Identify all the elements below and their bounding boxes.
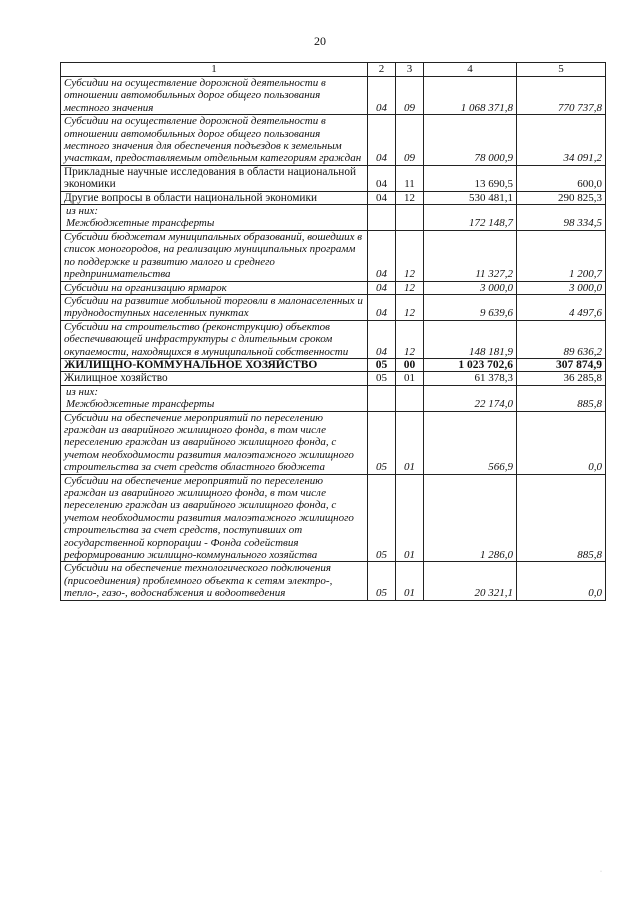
row-section-code <box>368 385 396 411</box>
row-value-col5: 290 825,3 <box>517 191 606 204</box>
row-name: Субсидии на обеспечение мероприятий по переселению граждан из аварийного жилищного фонда, в том числе переселению граждан из аварийного жилищного фонда, с учетом необходимости развития малоэтажного жилищного строительства за счет средств, поступивших от государственной корпорации - Фонда содействия реформированию жилищно-коммунального хозяйства <box>61 474 368 562</box>
header-col-5: 5 <box>517 63 606 77</box>
row-value-col5: 885,8 <box>517 474 606 562</box>
row-name: Другие вопросы в области национальной экономики <box>61 191 368 204</box>
row-subsection-code: 01 <box>396 411 424 474</box>
table-row <box>61 115 606 166</box>
row-subsection-code <box>396 385 424 411</box>
table-row <box>61 230 606 281</box>
row-value-col4: 78 000,9 <box>424 115 517 166</box>
row-value-col4: 148 181,9 <box>424 320 517 358</box>
header-col-1: 1 <box>61 63 368 77</box>
table-row <box>61 294 606 320</box>
row-value-col5: 885,8 <box>517 385 606 411</box>
row-name: Субсидии на осуществление дорожной деятельности в отношении автомобильных дорог общего пользования местного значения для обеспечения подъездов к земельным участкам, предоставляемым отдельным категориям граждан <box>61 115 368 166</box>
row-value-col4: 530 481,1 <box>424 191 517 204</box>
row-name: Субсидии бюджетам муниципальных образований, вошедших в список моногородов, на реализацию муниципальных программ по поддержке и развитию малого и среднего предпринимательства <box>61 230 368 281</box>
table-row <box>61 281 606 294</box>
row-subsection-code: 00 <box>396 358 424 371</box>
row-section-code: 05 <box>368 411 396 474</box>
table-row <box>61 358 606 371</box>
row-value-col4: 9 639,6 <box>424 294 517 320</box>
row-subsection-code: 01 <box>396 474 424 562</box>
row-name-prefix: из них: <box>66 385 99 398</box>
row-name: Жилищное хозяйство <box>61 372 368 385</box>
row-value-col5: 34 091,2 <box>517 115 606 166</box>
row-value-col5: 89 636,2 <box>517 320 606 358</box>
page-number: 20 <box>314 34 326 48</box>
row-name-detail: Межбюджетные трансферты <box>66 217 215 230</box>
row-section-code <box>368 205 396 231</box>
row-subsection-code: 09 <box>396 77 424 115</box>
row-value-col5: 3 000,0 <box>517 281 606 294</box>
row-section-code: 04 <box>368 294 396 320</box>
row-section-code: 04 <box>368 191 396 204</box>
row-section-code: 05 <box>368 474 396 562</box>
row-value-col4: 22 174,0 <box>424 385 517 411</box>
row-value-col4: 11 327,2 <box>424 230 517 281</box>
table-row <box>61 205 606 231</box>
row-subsection-code: 12 <box>396 281 424 294</box>
row-name <box>61 385 368 411</box>
row-section-code: 04 <box>368 281 396 294</box>
row-value-col5: 36 285,8 <box>517 372 606 385</box>
row-subsection-code: 01 <box>396 562 424 600</box>
table-row <box>61 474 606 562</box>
budget-table <box>60 62 606 601</box>
table-row <box>61 411 606 474</box>
scan-mark: · <box>600 869 602 875</box>
table-row <box>61 320 606 358</box>
row-subsection-code: 12 <box>396 294 424 320</box>
row-value-col5: 98 334,5 <box>517 205 606 231</box>
row-value-col4: 61 378,3 <box>424 372 517 385</box>
row-section-code: 04 <box>368 115 396 166</box>
row-value-col4: 566,9 <box>424 411 517 474</box>
row-value-col4: 13 690,5 <box>424 165 517 191</box>
table-header-row <box>61 63 606 77</box>
row-name: Субсидии на развитие мобильной торговли в малонаселенных и труднодоступных населенных пунктах <box>61 294 368 320</box>
row-value-col4: 3 000,0 <box>424 281 517 294</box>
row-subsection-code: 12 <box>396 230 424 281</box>
row-section-code: 05 <box>368 358 396 371</box>
row-name: Субсидии на обеспечение технологического подключения (присоединения) проблемного объекта к сетям электро-, тепло-, газо-, водоснабжения и водоотведения <box>61 562 368 600</box>
row-value-col5: 307 874,9 <box>517 358 606 371</box>
row-name-detail: Межбюджетные трансферты <box>66 398 215 411</box>
row-value-col4: 1 023 702,6 <box>424 358 517 371</box>
row-name: ЖИЛИЩНО-КОММУНАЛЬНОЕ ХОЗЯЙСТВО <box>61 358 368 371</box>
row-subsection-code: 12 <box>396 191 424 204</box>
row-name <box>61 205 368 231</box>
row-value-col5: 0,0 <box>517 562 606 600</box>
row-subsection-code: 09 <box>396 115 424 166</box>
row-name: Субсидии на обеспечение мероприятий по переселению граждан из аварийного жилищного фонда, в том числе переселению граждан из аварийного жилищного фонда, с учетом необходимости развития малоэтажного жилищного строительства за счет средств областного бюджета <box>61 411 368 474</box>
row-section-code: 04 <box>368 165 396 191</box>
row-value-col5: 4 497,6 <box>517 294 606 320</box>
table-row <box>61 165 606 191</box>
row-value-col4: 1 286,0 <box>424 474 517 562</box>
row-name: Субсидии на организацию ярмарок <box>61 281 368 294</box>
row-value-col4: 172 148,7 <box>424 205 517 231</box>
row-name: Прикладные научные исследования в области национальной экономики <box>61 165 368 191</box>
row-name-prefix: из них: <box>66 205 99 218</box>
row-value-col5: 770 737,8 <box>517 77 606 115</box>
row-section-code: 04 <box>368 320 396 358</box>
row-subsection-code: 12 <box>396 320 424 358</box>
header-col-3: 3 <box>396 63 424 77</box>
row-name: Субсидии на осуществление дорожной деятельности в отношении автомобильных дорог общего пользования местного значения <box>61 77 368 115</box>
table-row <box>61 77 606 115</box>
table-row <box>61 385 606 411</box>
row-section-code: 05 <box>368 372 396 385</box>
row-value-col5: 600,0 <box>517 165 606 191</box>
row-subsection-code: 11 <box>396 165 424 191</box>
row-section-code: 05 <box>368 562 396 600</box>
table-row <box>61 562 606 600</box>
table-row <box>61 191 606 204</box>
row-section-code: 04 <box>368 230 396 281</box>
row-value-col4: 1 068 371,8 <box>424 77 517 115</box>
row-subsection-code: 01 <box>396 372 424 385</box>
row-value-col5: 1 200,7 <box>517 230 606 281</box>
row-subsection-code <box>396 205 424 231</box>
table-row <box>61 372 606 385</box>
header-col-2: 2 <box>368 63 396 77</box>
header-col-4: 4 <box>424 63 517 77</box>
row-value-col4: 20 321,1 <box>424 562 517 600</box>
row-name: Субсидии на строительство (реконструкцию) объектов обеспечивающей инфраструктуры с длительным сроком окупаемости, находящихся в муниципальной собственности <box>61 320 368 358</box>
row-section-code: 04 <box>368 77 396 115</box>
row-value-col5: 0,0 <box>517 411 606 474</box>
